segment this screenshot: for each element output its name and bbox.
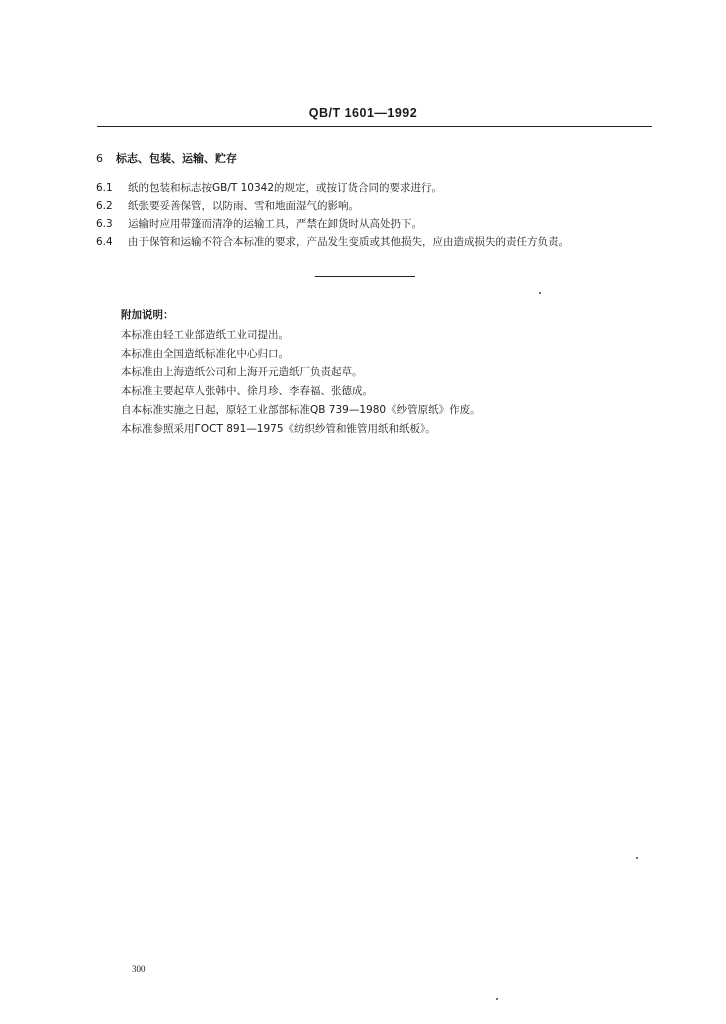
- clause-6-1: [96, 180, 442, 195]
- appendix-title: 附加说明：: [121, 309, 174, 321]
- appendix-notes: [121, 306, 481, 439]
- scan-speck: [636, 857, 638, 859]
- scan-speck: [496, 998, 498, 1000]
- clause-6-2: [96, 198, 359, 213]
- clause-text: 纸张要妥善保管，以防雨、雪和地面湿气的影响。: [128, 200, 359, 212]
- appendix-line: 本标准由全国造纸标准化中心归口。: [121, 347, 289, 360]
- clause-number: 6.1: [96, 182, 113, 194]
- clause-number: 6.3: [96, 218, 113, 230]
- appendix-line: 本标准由轻工业部造纸工业司提出。: [121, 328, 289, 341]
- clause-6-4: [96, 234, 569, 249]
- section-title: 标志、包装、运输、贮存: [116, 152, 237, 165]
- clause-text: 运输时应用带篷而清净的运输工具，严禁在卸货时从高处扔下。: [128, 218, 422, 230]
- clause-6-3: [96, 216, 422, 231]
- appendix-line: 本标准参照采用ГОСТ 891—1975《纺织纱管和锥管用纸和纸板》。: [121, 422, 436, 435]
- clause-text: 由于保管和运输不符合本标准的要求，产品发生变质或其他损失，应由造成损失的责任方负责。: [128, 236, 569, 248]
- section-heading: [96, 150, 237, 166]
- clause-number: 6.4: [96, 236, 113, 248]
- appendix-line: 本标准主要起草人张韩中、徐月珍、李春福、张德成。: [121, 385, 373, 398]
- clause-number: 6.2: [96, 200, 113, 212]
- clause-text: 纸的包装和标志按GB/T 10342的规定，或按订货合同的要求进行。: [128, 182, 443, 194]
- page-number: 300: [132, 964, 146, 974]
- appendix-line: 本标准由上海造纸公司和上海开元造纸厂负责起草。: [121, 366, 363, 379]
- section-number: 6: [96, 152, 103, 165]
- appendix-line: 自本标准实施之日起，原轻工业部部标准QB 739—1980《纱管原纸》作废。: [121, 403, 481, 416]
- scan-speck: [539, 292, 541, 294]
- standard-code: QB/T 1601—1992: [308, 106, 418, 120]
- end-separator-rule: [315, 276, 415, 277]
- header-rule: [97, 126, 652, 127]
